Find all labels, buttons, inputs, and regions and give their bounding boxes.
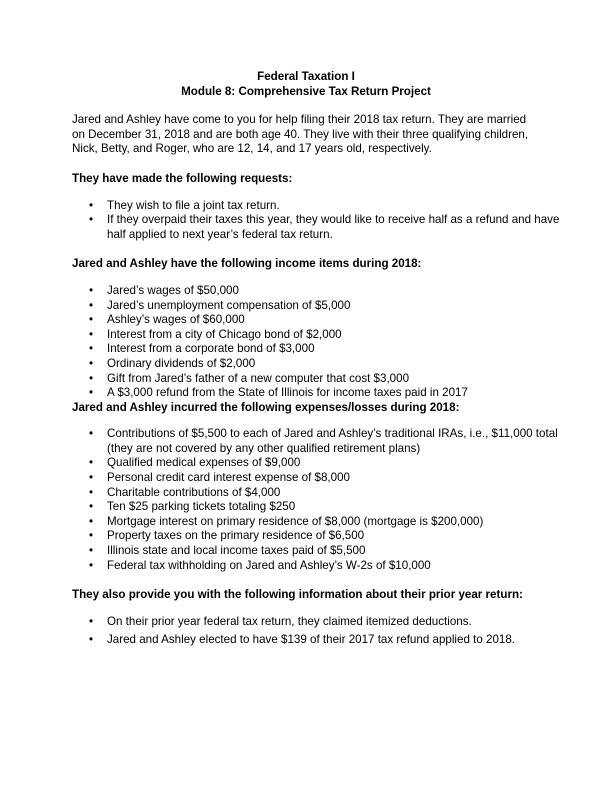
requests-list (72, 198, 560, 243)
list-item: • Federal tax withholding on Jared and Ashley’s W-2s of $10,000 (72, 559, 567, 574)
list-item: • Illinois state and local income taxes paid of $5,500 (72, 544, 567, 559)
document-page (72, 70, 560, 652)
module-title: Module 8: Comprehensive Tax Return Project (181, 84, 431, 98)
list-item: • Qualified medical expenses of $9,000 (72, 456, 567, 471)
list-item: • Personal credit card interest expense of $8,000 (72, 471, 567, 486)
prior-year-heading: They also provide you with the following information about their prior year return: (72, 588, 523, 602)
list-item: • Jared’s wages of $50,000 (72, 284, 567, 299)
list-item: • Charitable contributions of $4,000 (72, 486, 567, 501)
document-title (72, 70, 540, 99)
list-item: • Interest from a corporate bond of $3,000 (72, 342, 567, 357)
list-item: • Ordinary dividends of $2,000 (72, 357, 567, 372)
income-list (72, 284, 540, 401)
course-title: Federal Taxation I (257, 70, 355, 83)
prior-year-list (72, 615, 540, 648)
list-item: • A $3,000 refund from the State of Illinois for income taxes paid in 2017 (72, 386, 477, 401)
requests-heading: They have made the following requests: (72, 171, 293, 185)
list-item: • Ashley’s wages of $60,000 (72, 313, 567, 328)
list-item: • Mortgage interest on primary residence of $8,000 (mortgage is $200,000) (72, 515, 567, 530)
list-item: • Contributions of $5,500 to each of Jared and Ashley’s traditional IRAs, i.e., $11,000 total (they are not covered by any other qualified retirement plans) (72, 427, 567, 456)
list-item: • Property taxes on the primary residence of $6,500 (72, 529, 567, 544)
expenses-heading: Jared and Ashley incurred the following expenses/losses during 2018: (72, 400, 460, 414)
list-item: • Ten $25 parking tickets totaling $250 (72, 500, 567, 515)
income-heading: Jared and Ashley have the following income items during 2018: (72, 257, 422, 271)
list-item: • Gift from Jared’s father of a new computer that cost $3,000 (72, 372, 567, 387)
list-item: • On their prior year federal tax return, they claimed itemized deductions. (72, 615, 567, 630)
list-item: • If they overpaid their taxes this year, they would like to receive half as a refund and have half applied to next year’s federal tax return. (72, 213, 567, 242)
intro-paragraph: Jared and Ashley have come to you for help filing their 2018 tax return. They are married on December 31, 2018 and are both age 40. They live with their three qualifying children, Nick, Betty, and Roger, who are 12, 14, and 17 years old, respectively. (72, 113, 529, 156)
list-item: • Interest from a city of Chicago bond of $2,000 (72, 328, 567, 343)
list-item: • Jared’s unemployment compensation of $5,000 (72, 299, 567, 314)
list-item: • Jared and Ashley elected to have $139 of their 2017 tax refund applied to 2018. (72, 633, 567, 648)
list-item: • They wish to file a joint tax return. (72, 199, 567, 214)
expenses-list (72, 427, 558, 573)
